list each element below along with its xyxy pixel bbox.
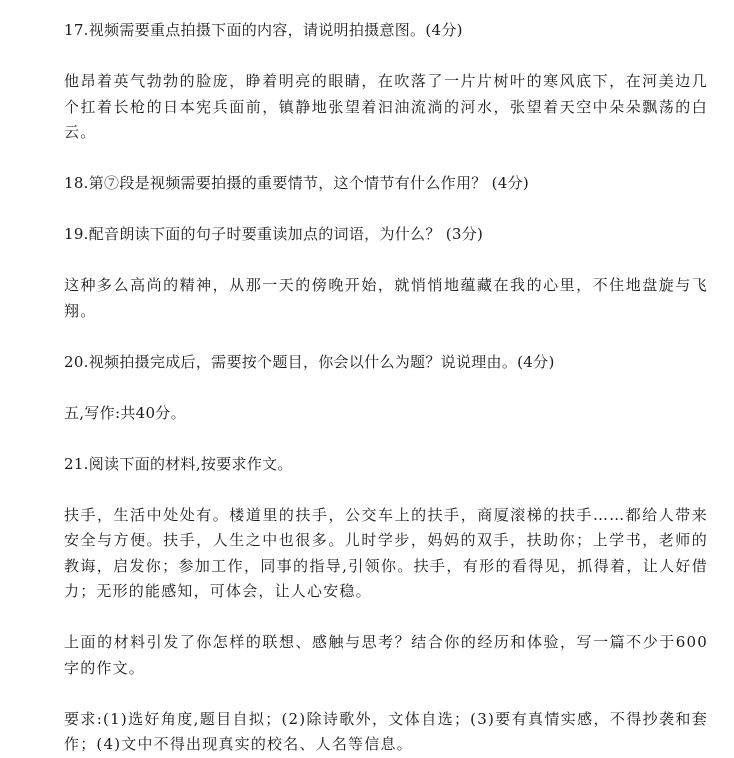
question-17-passage: 他昂着英气勃勃的脸庞，睁着明亮的眼睛，在吹落了一片片树叶的寒风底下，在河美边几个扛着长枪的日本宪兵面前，镇静地张望着汩油流淌的河水，张望着天空中朵朵飘荡的白云。 — [64, 72, 708, 141]
question-17: 17.视频需要重点拍摄下面的内容，请说明拍摄意图。(4分) — [64, 21, 463, 39]
essay-prompt: 上面的材料引发了你怎样的联想、感触与思考？结合你的经历和体验，写一篇不少于600字的作文。 — [64, 633, 708, 677]
essay-requirements: 要求:(1)选好角度,题目自拟；(2)除诗歌外，文体自选；(3)要有真情实感，不得抄袭和套作；(4)文中不得出现真实的校名、人名等信息。 — [64, 709, 708, 753]
spacer — [64, 426, 708, 452]
question-21: 21.阅读下面的材料,按要求作文。 — [64, 454, 293, 473]
spacer — [64, 324, 708, 350]
spacer — [64, 375, 708, 401]
spacer — [64, 605, 708, 631]
question-19: 19.配音朗读下面的句子时要重读加点的词语，为什么？ (3分) — [64, 225, 484, 243]
question-18: 18.第⑦段是视频需要拍摄的重要情节，这个情节有什么作用？ (4分) — [64, 174, 530, 192]
essay-material: 扶手，生活中处处有。楼道里的扶手，公交车上的扶手，商厦滚梯的扶手……都给人带来安全与方便。扶手，人生之中也很多。儿时学步，妈妈的双手，扶助你；上学书，老师的教诲，启发你；参加工作，同事的指导,引领你。扶手，有形的看得见，抓得着，让人好借力；无形的能感知，可体会，让人心安稳。 — [64, 505, 708, 600]
spacer — [64, 681, 708, 707]
question-20: 20.视频拍摄完成后，需要按个题目，你会以什么为题？说说理由。(4分) — [64, 352, 555, 371]
spacer — [64, 477, 708, 503]
spacer — [64, 197, 708, 223]
spacer — [64, 44, 708, 70]
spacer — [64, 146, 708, 172]
section-5-heading: 五,写作:共40分。 — [64, 403, 186, 422]
spacer — [64, 248, 708, 274]
question-19-passage: 这种多么高尚的精神，从那一天的傍晚开始，就悄悄地蕴藏在我的心里，不住地盘旋与飞翔。 — [64, 276, 708, 320]
